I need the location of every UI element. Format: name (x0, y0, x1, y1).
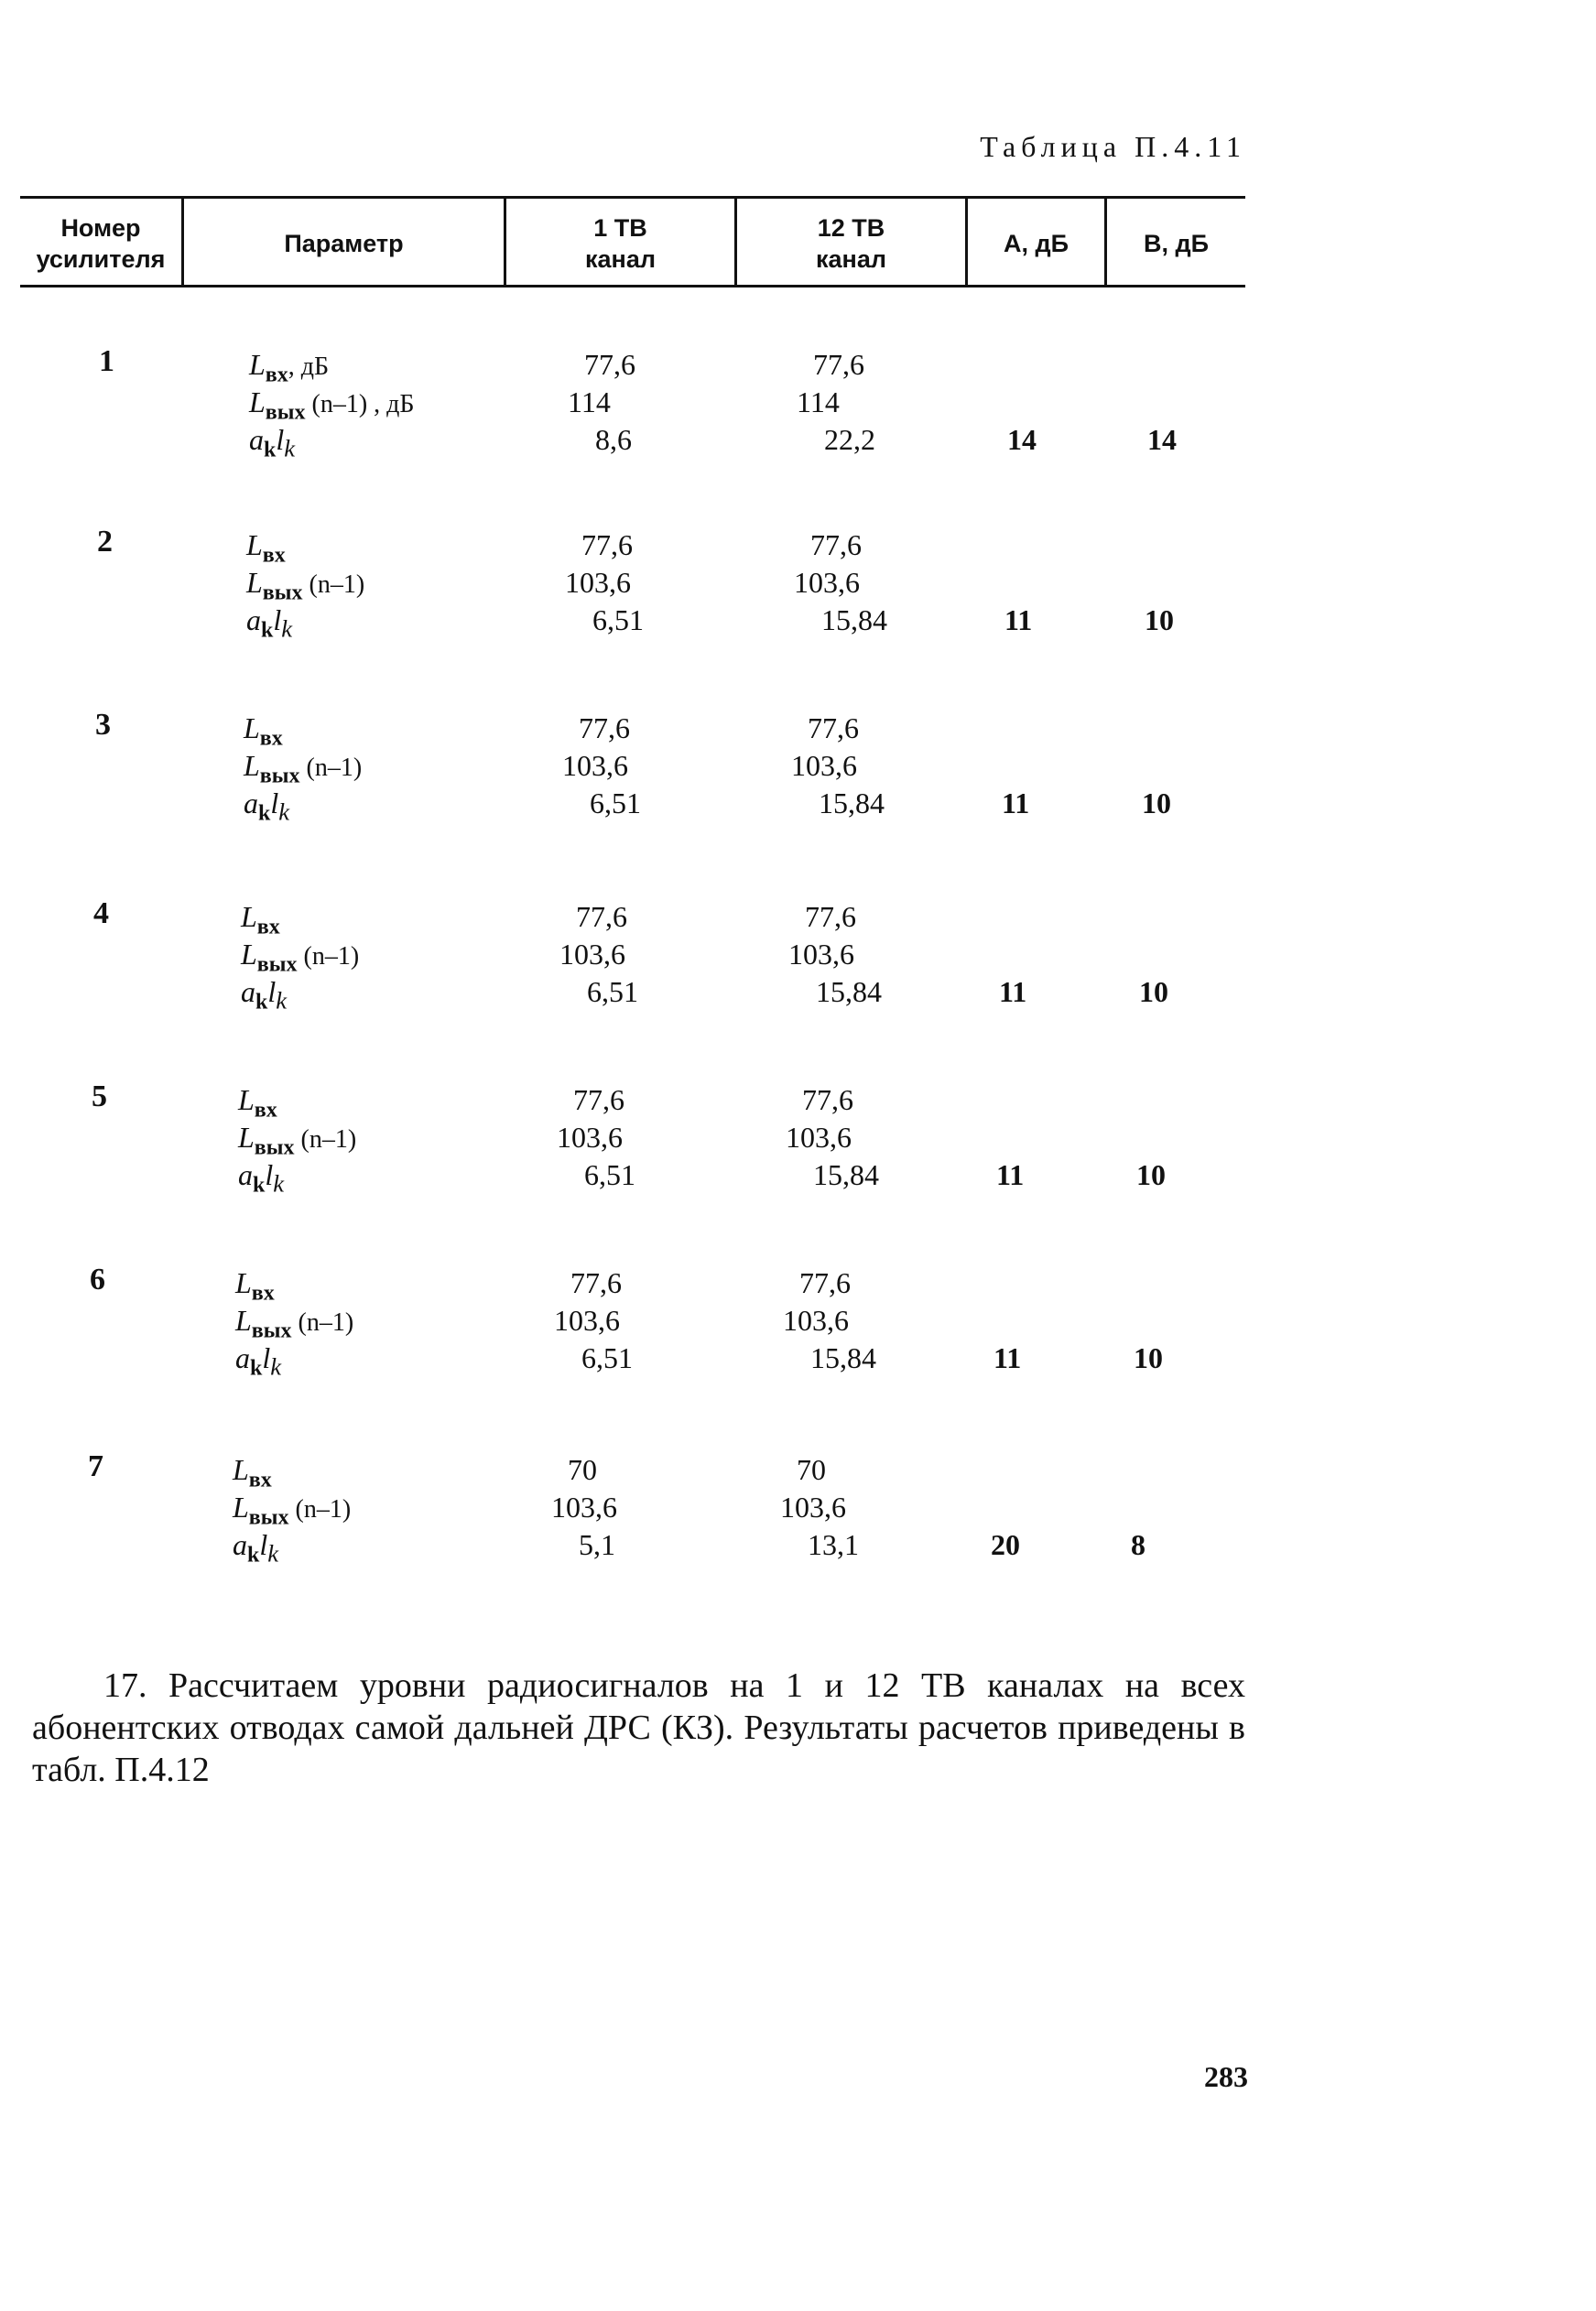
channel-12-value: 15,84 (819, 787, 885, 819)
parameter-subscript: вх (251, 1281, 275, 1306)
parameter-subscript: k (250, 1356, 263, 1381)
parameter-subscript: вых (265, 400, 306, 425)
parameter-subscript: k (261, 618, 274, 643)
parameter-subscript: k (247, 1543, 260, 1568)
parameter-label (238, 1083, 277, 1123)
parameter-suffix: (n–1) (297, 942, 360, 971)
parameter-symbol: a (235, 1341, 250, 1374)
table-row (0, 896, 1596, 1019)
header-channel-1: 1 ТВ канал (584, 213, 656, 273)
parameter-symbol: L (233, 1491, 249, 1524)
parameter-label (241, 975, 287, 1014)
channel-12-value: 103,6 (780, 1491, 846, 1524)
parameter-subscript: k (258, 801, 271, 826)
parameter-subscript: вых (262, 580, 303, 605)
channel-12-value: 13,1 (808, 1528, 859, 1561)
parameter-symbol: a (241, 975, 255, 1008)
parameter-label (249, 423, 295, 462)
parameter-subscript: вх (262, 543, 286, 568)
parameter-subscript: k (278, 797, 290, 826)
parameter-suffix: l (273, 603, 282, 636)
parameter-suffix: l (267, 975, 277, 1008)
parameter-subscript: вх (254, 1098, 277, 1123)
parameter-symbol: L (246, 566, 263, 599)
parameter-label (233, 1491, 351, 1530)
channel-12-value: 103,6 (786, 1121, 852, 1154)
channel-1-value: 8,6 (595, 423, 632, 456)
parameter-symbol: L (249, 348, 266, 381)
parameter-subscript: k (267, 1539, 279, 1568)
parameter-subscript: вых (251, 1318, 292, 1343)
parameter-label (235, 1266, 275, 1306)
b-db-value: 10 (1142, 787, 1171, 819)
parameter-suffix: l (259, 1528, 268, 1561)
amplifier-number: 5 (92, 1080, 107, 1113)
page-number: 283 (1204, 2060, 1248, 2093)
table-caption: Таблица П.4.11 (980, 130, 1246, 163)
parameter-subscript: вых (248, 1505, 289, 1530)
channel-12-value: 15,84 (813, 1158, 879, 1191)
channel-1-value: 103,6 (551, 1491, 617, 1524)
amplifier-number: 1 (99, 344, 114, 378)
parameter-label (233, 1453, 272, 1492)
parameter-suffix: l (270, 787, 279, 819)
parameter-symbol: L (235, 1266, 252, 1299)
b-db-value: 8 (1131, 1528, 1145, 1561)
channel-1-value: 77,6 (579, 711, 630, 744)
channel-12-value: 77,6 (802, 1083, 853, 1116)
channel-12-value: 22,2 (824, 423, 875, 456)
parameter-subscript: вх (265, 363, 288, 387)
parameter-label (235, 1304, 353, 1343)
parameter-suffix: (n–1) , дБ (305, 390, 415, 418)
parameter-label (249, 385, 414, 425)
parameter-symbol: L (246, 528, 263, 561)
parameter-subscript: вх (256, 915, 280, 939)
channel-1-value: 77,6 (584, 348, 635, 381)
parameter-symbol: a (233, 1528, 247, 1561)
table-row (0, 1263, 1596, 1385)
channel-1-value: 77,6 (576, 900, 627, 933)
header-parameter: Параметр (284, 229, 404, 257)
parameter-suffix: l (262, 1341, 271, 1374)
header-amplifier-number: Номер усилителя (36, 213, 166, 273)
a-db-value: 11 (1004, 603, 1033, 636)
a-db-value: 11 (996, 1158, 1025, 1191)
body-paragraph: 17. Рассчитаем уровни радиосигналов на 1 и 12 ТВ каналах на всех абонентских отводах самой дальней ДРС (КЗ). Результаты расчетов приведены в табл. П.4.12 (32, 1666, 1245, 1789)
header-b-db: В, дБ (1143, 229, 1210, 257)
parameter-suffix: (n–1) (299, 754, 363, 782)
channel-1-value: 103,6 (554, 1304, 620, 1337)
parameter-subscript: k (264, 438, 277, 462)
parameter-subscript: k (284, 434, 296, 462)
channel-12-value: 15,84 (810, 1341, 876, 1374)
channel-1-value: 5,1 (579, 1528, 615, 1561)
channel-12-value: 77,6 (813, 348, 864, 381)
parameter-label (233, 1528, 278, 1568)
channel-1-value: 103,6 (557, 1121, 623, 1154)
channel-12-value: 103,6 (788, 938, 854, 971)
parameter-label (246, 603, 292, 643)
amplifier-number: 7 (88, 1449, 103, 1483)
channel-12-value: 77,6 (805, 900, 856, 933)
b-db-value: 14 (1147, 423, 1177, 456)
channel-12-value: 77,6 (808, 711, 859, 744)
parameter-symbol: L (235, 1304, 252, 1337)
amplifier-number: 4 (93, 896, 109, 930)
channel-1-value: 6,51 (584, 1158, 635, 1191)
parameter-label (244, 787, 289, 826)
header-a-db: А, дБ (1003, 229, 1069, 257)
channel-12-value: 70 (797, 1453, 826, 1486)
channel-1-value: 6,51 (592, 603, 644, 636)
parameter-symbol: L (244, 749, 260, 782)
parameter-suffix: (n–1) (302, 570, 365, 599)
table-row (0, 708, 1596, 830)
parameter-subscript: вых (259, 764, 300, 788)
parameter-symbol: L (249, 385, 266, 418)
channel-1-value: 77,6 (573, 1083, 624, 1116)
header-channel-12: 12 ТВ канал (815, 213, 886, 273)
parameter-symbol: L (241, 938, 257, 971)
channel-1-value: 77,6 (581, 528, 633, 561)
parameter-label (238, 1121, 356, 1160)
b-db-value: 10 (1136, 1158, 1166, 1191)
parameter-symbol: L (244, 711, 260, 744)
parameter-label (235, 1341, 281, 1381)
channel-12-value: 77,6 (799, 1266, 851, 1299)
parameter-label (241, 938, 359, 977)
channel-1-value: 114 (568, 385, 611, 418)
channel-12-value: 103,6 (791, 749, 857, 782)
parameter-symbol: L (233, 1453, 249, 1486)
a-db-value: 14 (1007, 423, 1037, 456)
parameter-subscript: вх (259, 726, 283, 751)
parameter-subscript: вых (256, 952, 298, 977)
parameter-symbol: a (249, 423, 264, 456)
parameter-subscript: k (273, 1169, 285, 1198)
parameter-subscript: вх (248, 1468, 272, 1492)
parameter-subscript: вых (254, 1135, 295, 1160)
parameter-symbol: L (238, 1083, 255, 1116)
channel-1-value: 6,51 (581, 1341, 633, 1374)
b-db-value: 10 (1134, 1341, 1163, 1374)
parameter-suffix: (n–1) (294, 1125, 357, 1154)
channel-1-value: 6,51 (590, 787, 641, 819)
parameter-symbol: L (241, 900, 257, 933)
channel-12-value: 114 (797, 385, 840, 418)
channel-1-value: 70 (568, 1453, 597, 1486)
b-db-value: 10 (1145, 603, 1174, 636)
a-db-value: 20 (991, 1528, 1020, 1561)
table-row (0, 1449, 1596, 1572)
table-row (0, 1080, 1596, 1202)
amplifier-number: 6 (90, 1263, 105, 1297)
parameter-subscript: k (276, 986, 288, 1014)
parameter-label (241, 900, 280, 939)
parameter-suffix: l (276, 423, 285, 456)
parameter-label (246, 528, 286, 568)
parameter-suffix: (n–1) (291, 1308, 354, 1337)
a-db-value: 11 (1002, 787, 1030, 819)
channel-1-value: 103,6 (559, 938, 625, 971)
parameter-suffix: (n–1) (288, 1495, 352, 1524)
table-top-rule (20, 196, 1245, 199)
channel-1-value: 77,6 (570, 1266, 622, 1299)
channel-1-value: 6,51 (587, 975, 638, 1008)
parameter-label (238, 1158, 284, 1198)
table-row (0, 344, 1596, 467)
parameter-symbol: a (238, 1158, 253, 1191)
parameter-label (244, 749, 362, 788)
parameter-label (246, 566, 364, 605)
a-db-value: 11 (999, 975, 1027, 1008)
parameter-suffix: , дБ (288, 353, 330, 381)
parameter-label (249, 348, 329, 387)
parameter-subscript: k (255, 990, 268, 1014)
parameter-subscript: k (270, 1352, 282, 1381)
parameter-symbol: a (246, 603, 261, 636)
channel-12-value: 77,6 (810, 528, 862, 561)
channel-12-value: 15,84 (816, 975, 882, 1008)
table-row (0, 525, 1596, 647)
b-db-value: 10 (1139, 975, 1168, 1008)
channel-1-value: 103,6 (565, 566, 631, 599)
parameter-suffix: l (265, 1158, 274, 1191)
parameter-symbol: L (238, 1121, 255, 1154)
channel-1-value: 103,6 (562, 749, 628, 782)
channel-12-value: 15,84 (821, 603, 887, 636)
parameter-label (244, 711, 283, 751)
amplifier-number: 2 (97, 525, 113, 559)
a-db-value: 11 (993, 1341, 1022, 1374)
channel-12-value: 103,6 (794, 566, 860, 599)
parameter-subscript: k (281, 614, 293, 643)
channel-12-value: 103,6 (783, 1304, 849, 1337)
amplifier-number: 3 (95, 708, 111, 742)
parameter-symbol: a (244, 787, 258, 819)
parameter-subscript: k (253, 1173, 266, 1198)
